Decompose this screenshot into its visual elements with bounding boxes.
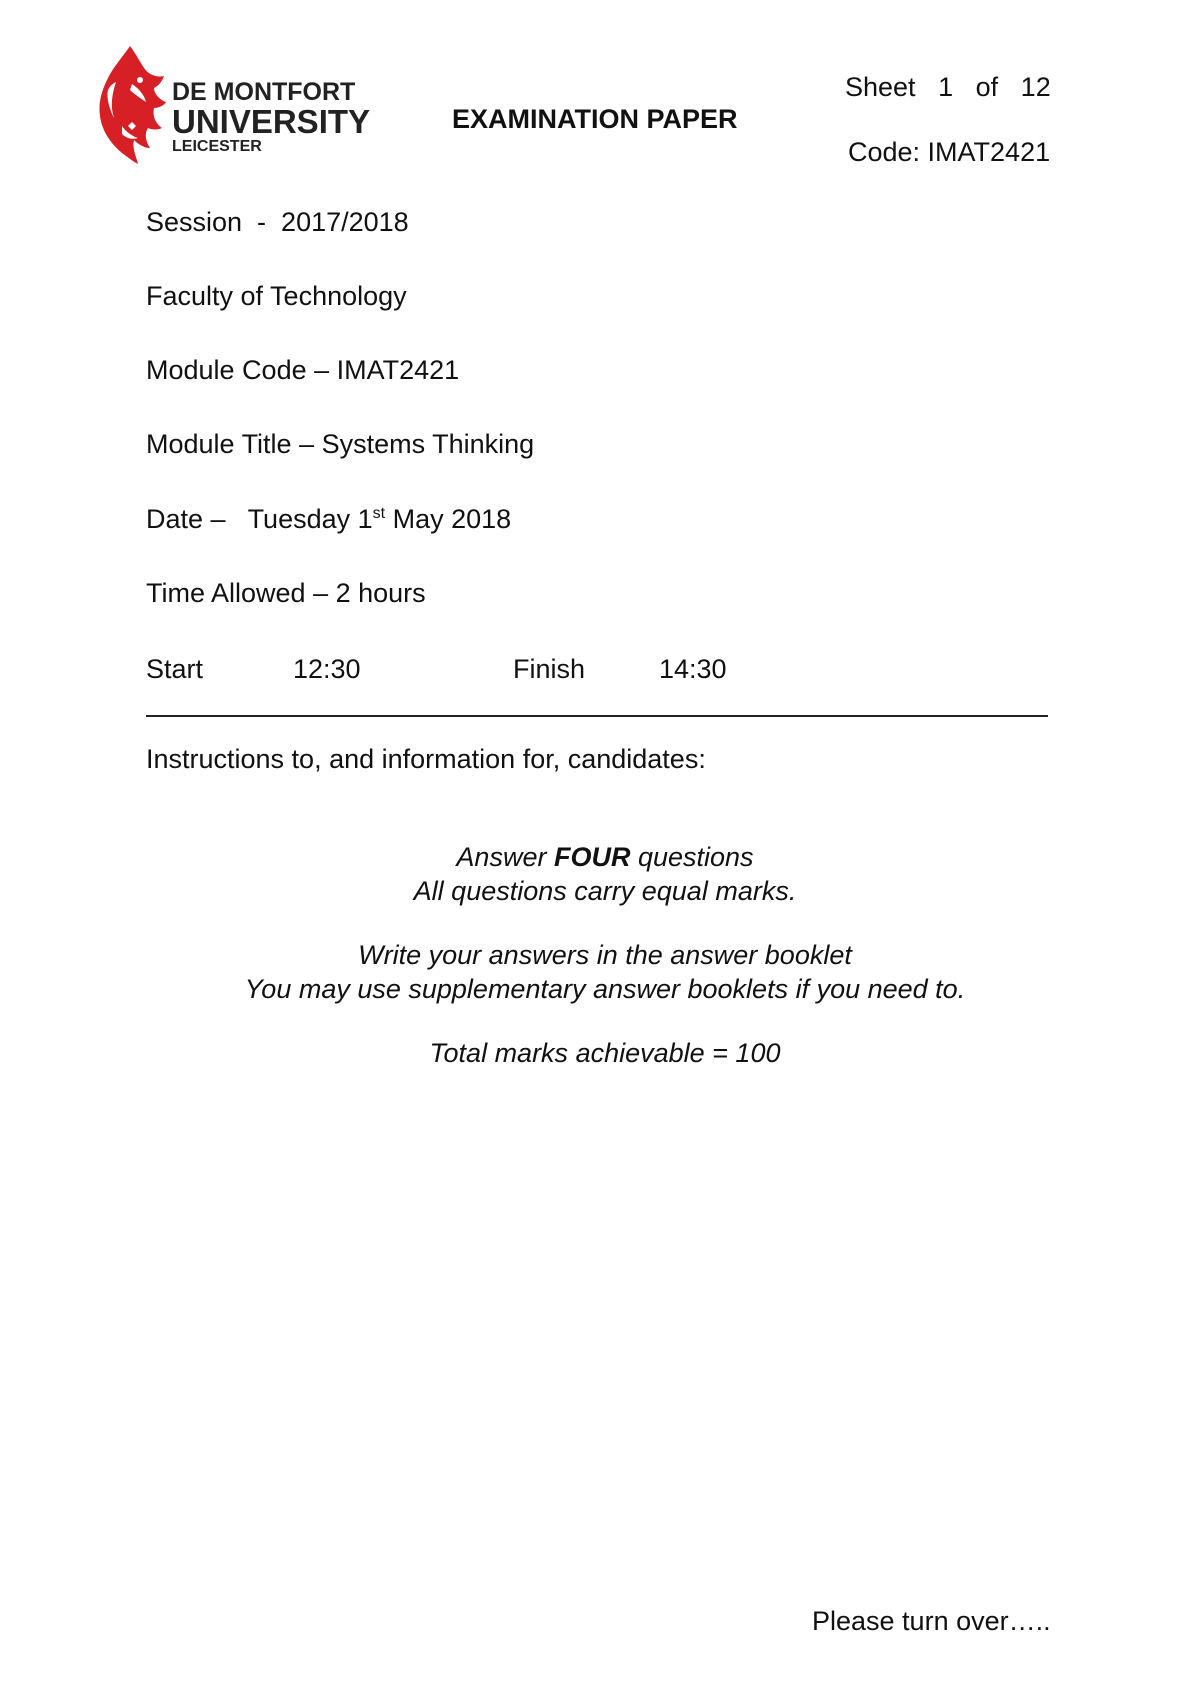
module-title-line: Module Title – Systems Thinking (146, 429, 535, 459)
write-answers-line: Write your answers in the answer booklet (358, 940, 852, 970)
logo-line-university: UNIVERSITY (172, 103, 371, 140)
answer-prefix: Answer (456, 842, 554, 872)
sheet-label: Sheet (845, 72, 916, 102)
start-label: Start (146, 654, 204, 684)
answer-suffix: questions (630, 842, 754, 872)
instructions-booklet-block (0, 938, 1200, 1006)
answer-count-bold: FOUR (553, 842, 631, 872)
logo-line-leicester: LEICESTER (172, 138, 262, 155)
time-allowed-line: Time Allowed – 2 hours (146, 578, 426, 608)
sheet-of-label: of (975, 72, 999, 102)
supplementary-line: You may use supplementary answer booklets if you need to. (244, 974, 966, 1004)
paper-code: Code: IMAT2421 (848, 137, 1051, 167)
instructions-heading: Instructions to, and information for, candidates: (146, 744, 706, 774)
exam-paper-title: EXAMINATION PAPER (452, 104, 738, 134)
start-time: 12:30 (293, 654, 361, 684)
equal-marks-line: All questions carry equal marks. (413, 876, 797, 906)
logo-line-de-montfort: DE MONTFORT (172, 78, 356, 106)
sheet-number: 1 (938, 72, 954, 102)
module-code-line: Module Code – IMAT2421 (146, 355, 460, 385)
session-line: Session - 2017/2018 (146, 207, 409, 237)
please-turn-over: Please turn over….. (812, 1606, 1051, 1636)
date-ordinal-suffix: st (372, 505, 386, 522)
date-line (146, 504, 511, 535)
date-suffix: May 2018 (385, 504, 512, 534)
horizontal-divider (146, 715, 1048, 717)
finish-time: 14:30 (659, 654, 727, 684)
university-logo (172, 80, 370, 155)
university-crest-icon (92, 44, 172, 164)
sheet-total: 12 (1020, 72, 1051, 102)
answer-count-line (0, 840, 1200, 874)
date-prefix: Date – Tuesday 1 (146, 504, 373, 534)
total-marks-line: Total marks achievable = 100 (429, 1038, 781, 1068)
sheet-counter (845, 72, 1051, 103)
instructions-answer-block (0, 840, 1200, 908)
faculty-line: Faculty of Technology (146, 281, 407, 311)
finish-label: Finish (513, 654, 586, 684)
